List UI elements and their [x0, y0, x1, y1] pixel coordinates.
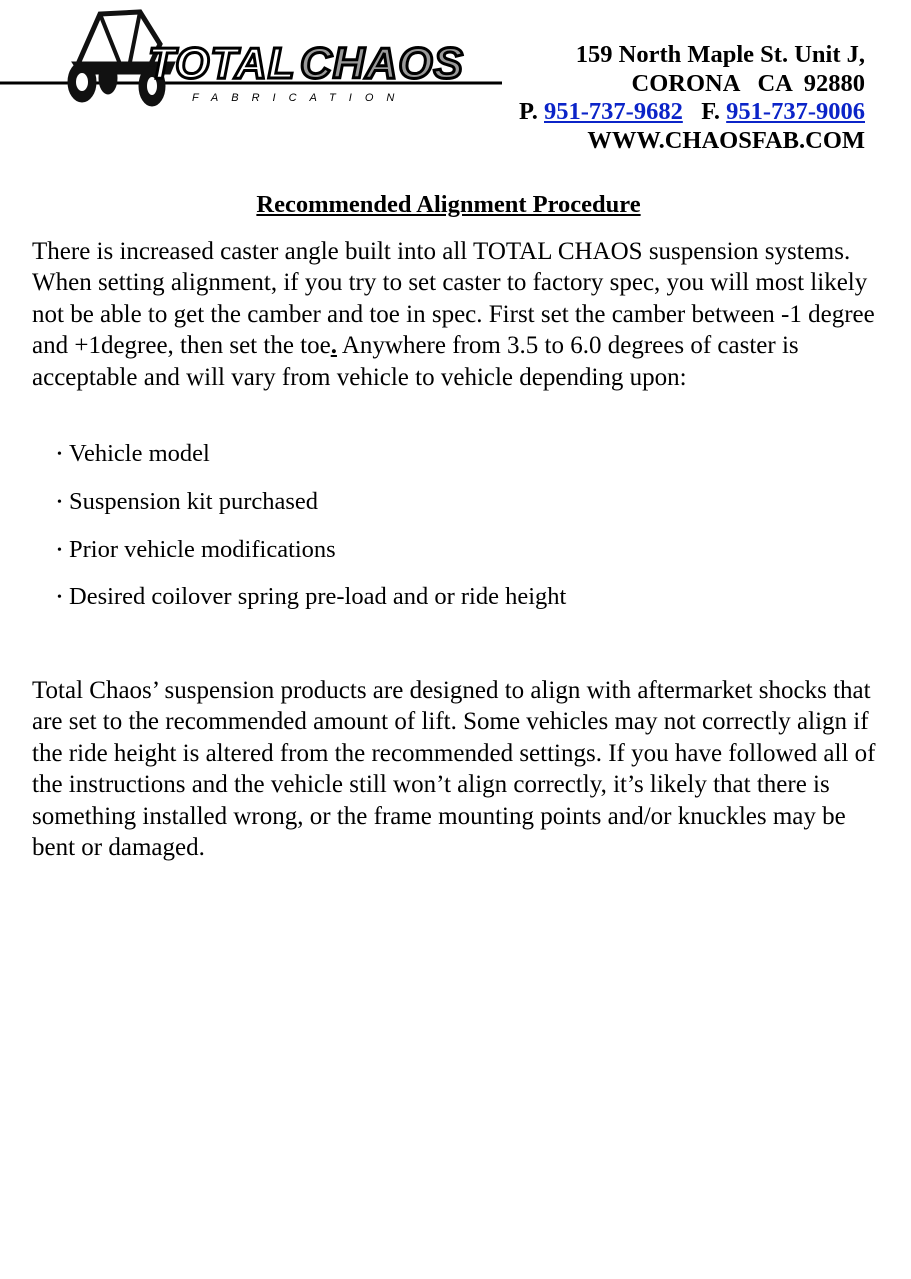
logo-word-chaos: CHAOS: [300, 39, 464, 88]
intro-underlined-period: .: [330, 332, 337, 360]
list-item: [57, 534, 566, 582]
contact-line: [519, 98, 865, 127]
list-item: [57, 438, 566, 486]
address-line-street: 159 North Maple St. Unit J,: [575, 41, 865, 68]
website-text: WWW.CHAOSFAB.COM: [587, 126, 865, 154]
total-chaos-logo: [0, 4, 505, 114]
bullet-icon: •: [57, 590, 62, 606]
list-item: [57, 486, 566, 534]
factor-list: [57, 438, 566, 629]
list-item-text: Prior vehicle modifications: [69, 535, 336, 563]
closing-paragraph: Total Chaos’ suspension products are designed to align with aftermarket shocks that are set to the recommended amount of lift. Some vehicles may not correctly align if the ride height is altered from the recommended settings. If you have followed all of the instructions and the vehicle still won’t align correctly, it’s likely that there is something installed wrong, or the frame mounting points and/or knuckles may be bent or damaged.: [32, 677, 876, 862]
list-item: [57, 581, 566, 629]
intro-text-b: Anywhere from 3.5 to 6.0 degrees of caster is acceptable and will vary from vehicle to vehicle depending upon:: [32, 332, 799, 391]
intro-text-a: There is increased caster angle built into all TOTAL CHAOS suspension systems. When setting alignment, if you try to set caster to factory spec, you will most likely not be able to get the camber and toe in spec. First set the camber between -1 degree and +1degree, then set the toe: [32, 238, 875, 360]
logo-word-total: TOTAL: [148, 39, 296, 88]
phone-prefix: P.: [519, 98, 538, 125]
logo-wordmark: [148, 39, 464, 104]
intro-paragraph: [32, 236, 882, 393]
logo-subtitle: FABRICATION: [192, 92, 408, 104]
list-item-text: Suspension kit purchased: [69, 487, 319, 515]
phone-link[interactable]: 951-737-9682: [544, 98, 683, 125]
list-item-text: Vehicle model: [69, 440, 210, 467]
company-address-block: [519, 41, 865, 155]
document-title: Recommended Alignment Procedure: [256, 191, 641, 218]
bullet-icon: •: [57, 542, 62, 558]
fax-link[interactable]: 951-737-9006: [726, 98, 865, 125]
list-item-text: Desired coilover spring pre-load and or ride height: [69, 583, 567, 611]
bullet-icon: •: [57, 494, 62, 510]
bullet-icon: •: [57, 447, 62, 462]
address-line-city: CORONA CA 92880: [631, 69, 865, 97]
fax-prefix: F.: [701, 98, 721, 125]
